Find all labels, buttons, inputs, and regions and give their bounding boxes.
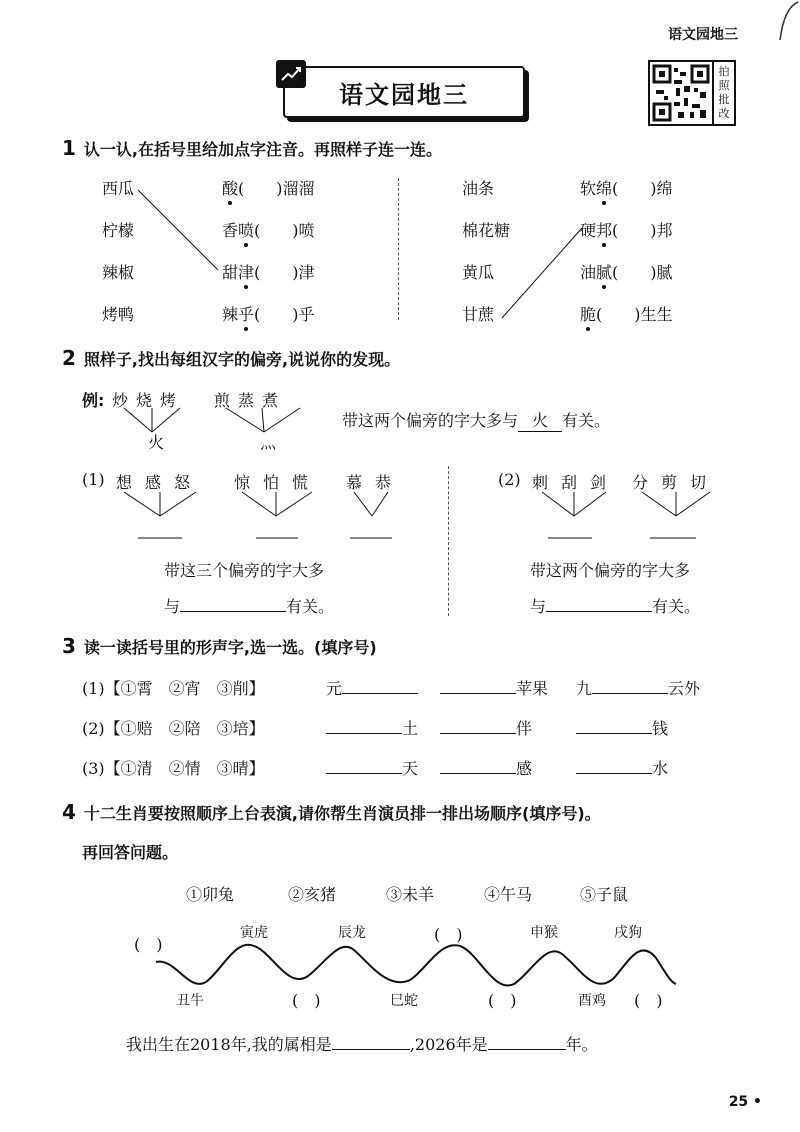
- pinyin-item: 香喷( )喷: [222, 221, 315, 240]
- zodiac-question: 我出生在2018年,我的属相是 ,2026年是 年。: [126, 1035, 598, 1054]
- zodiac-label: 戌狗: [614, 925, 642, 941]
- word-suffix: 津: [298, 263, 315, 282]
- zodiac-option: ②亥猪: [288, 885, 337, 904]
- question-number: 4: [62, 800, 76, 824]
- word-item: 西瓜: [102, 179, 135, 198]
- example-answer: 火: [518, 408, 562, 432]
- answer-paren[interactable]: ( ): [612, 263, 657, 282]
- fill-item: 感: [440, 756, 532, 779]
- dotted-char: 脆: [580, 305, 597, 324]
- question-number: 1: [62, 136, 76, 160]
- pinyin-item: 辣乎( )乎: [222, 305, 315, 324]
- fill-item: 水: [576, 756, 668, 779]
- answer-paren[interactable]: ( ): [238, 179, 283, 198]
- example-chars: 煎蒸煮: [214, 391, 287, 410]
- word-suffix: 喷: [298, 221, 315, 240]
- word-suffix: 乎: [298, 305, 315, 324]
- pinyin-item: 油腻( )腻: [580, 263, 673, 282]
- zodiac-option: ③未羊: [386, 885, 435, 904]
- pinyin-item: 软绵( )绵: [580, 179, 673, 198]
- question-number: 2: [62, 346, 76, 370]
- question-instruction-cont: 再回答问题。: [82, 843, 179, 862]
- example-radical: 灬: [260, 433, 277, 452]
- example-label: 例:: [82, 391, 105, 410]
- zodiac-label: 申猴: [530, 925, 558, 941]
- option-row-label: (3)【①清 ②情 ③晴】: [82, 759, 265, 778]
- answer-paren[interactable]: ( ): [596, 305, 641, 324]
- part-chars: 分剪切: [632, 473, 720, 492]
- answer-blank[interactable]: [332, 1035, 410, 1050]
- qr-label-char: 批: [718, 93, 730, 106]
- answer-blank[interactable]: [488, 1035, 566, 1050]
- word-item: 黄瓜: [462, 263, 495, 282]
- example-radical: 火: [148, 433, 165, 452]
- word-suffix: 腻: [656, 263, 673, 282]
- part-sentence: 带这两个偏旁的字大多: [530, 561, 691, 580]
- option-row-label: (2)【①赔 ②陪 ③培】: [82, 719, 265, 738]
- zodiac-slot[interactable]: ( ): [434, 925, 463, 944]
- zodiac-label: 酉鸡: [578, 993, 606, 1009]
- fill-item: 元: [326, 676, 418, 699]
- option-row-label: (1)【①霄 ②宵 ③削】: [82, 679, 265, 698]
- question-instruction: 读一读括号里的形声字,选一选。(填序号): [83, 638, 377, 657]
- zodiac-label: 辰龙: [338, 925, 366, 941]
- answer-paren[interactable]: ( ): [254, 305, 299, 324]
- word-suffix: 邦: [656, 221, 673, 240]
- question-instruction: 照样子,找出每组汉字的偏旁,说说你的发现。: [83, 350, 401, 369]
- zodiac-option: ④午马: [484, 885, 533, 904]
- fill-item: 土: [326, 716, 418, 739]
- zodiac-slot[interactable]: ( ): [634, 991, 663, 1010]
- part-chars: 刺刮剑: [532, 473, 620, 492]
- answer-paren[interactable]: ( ): [254, 221, 299, 240]
- answer-paren[interactable]: ( ): [612, 221, 657, 240]
- answer-paren[interactable]: ( ): [612, 179, 657, 198]
- fill-item: 苹果: [440, 676, 548, 699]
- fill-item: 天: [326, 756, 418, 779]
- zodiac-option: ①卯兔: [186, 885, 235, 904]
- word-item: 甘蔗: [462, 305, 495, 324]
- question-instruction: 认一认,在括号里给加点字注音。再照样子连一连。: [83, 140, 443, 159]
- part-sentence: 与 有关。: [164, 597, 335, 616]
- word-suffix: 溜溜: [282, 179, 315, 198]
- example-sentence: 带这两个偏旁的字大多与 火 有关。: [342, 408, 610, 432]
- zodiac-label: 寅虎: [240, 925, 268, 941]
- part-sentence: 带这三个偏旁的字大多: [164, 561, 325, 580]
- qr-label-char: 改: [718, 107, 730, 120]
- zodiac-label: 丑牛: [176, 993, 204, 1009]
- zodiac-slot[interactable]: ( ): [488, 991, 517, 1010]
- part-chars: 惊怕慌: [234, 473, 322, 492]
- word-suffix: 绵: [656, 179, 673, 198]
- part-chars: 慕恭: [346, 473, 405, 492]
- part-label: (1): [82, 470, 105, 489]
- qr-label-char: 拍: [718, 65, 730, 78]
- zodiac-slot[interactable]: ( ): [134, 935, 163, 954]
- word-item: 辣椒: [102, 263, 135, 282]
- question-number: 3: [62, 634, 76, 658]
- word-item: 棉花糖: [462, 221, 511, 240]
- part-chars: 想感怒: [116, 473, 204, 492]
- answer-paren[interactable]: ( ): [254, 263, 299, 282]
- word-suffix: 生生: [640, 305, 673, 324]
- qr-label-char: 照: [718, 79, 730, 92]
- pinyin-item: 甜津( )津: [222, 263, 315, 282]
- dotted-char: 酸: [222, 179, 239, 198]
- fill-item: 伴: [440, 716, 532, 739]
- zodiac-option: ⑤子鼠: [580, 885, 629, 904]
- word-item: 柠檬: [102, 221, 135, 240]
- zodiac-slot[interactable]: ( ): [292, 991, 321, 1010]
- example-chars: 炒烧烤: [112, 391, 185, 410]
- fill-item: 钱: [576, 716, 668, 739]
- zodiac-label: 巳蛇: [390, 993, 418, 1009]
- word-item: 烤鸭: [102, 305, 135, 324]
- page-title: 语文园地三: [283, 66, 525, 118]
- part-label: (2): [498, 470, 521, 489]
- page-number: 25 •: [728, 1094, 762, 1110]
- word-item: 油条: [462, 179, 495, 198]
- pinyin-item: 硬邦( )邦: [580, 221, 673, 240]
- part-sentence: 与 有关。: [530, 597, 701, 616]
- fill-item: 九 云外: [576, 679, 701, 698]
- section-header: 语文园地三: [668, 27, 738, 43]
- question-instruction: 十二生肖要按照顺序上台表演,请你帮生肖演员排一排出场顺序(填序号)。: [83, 804, 601, 823]
